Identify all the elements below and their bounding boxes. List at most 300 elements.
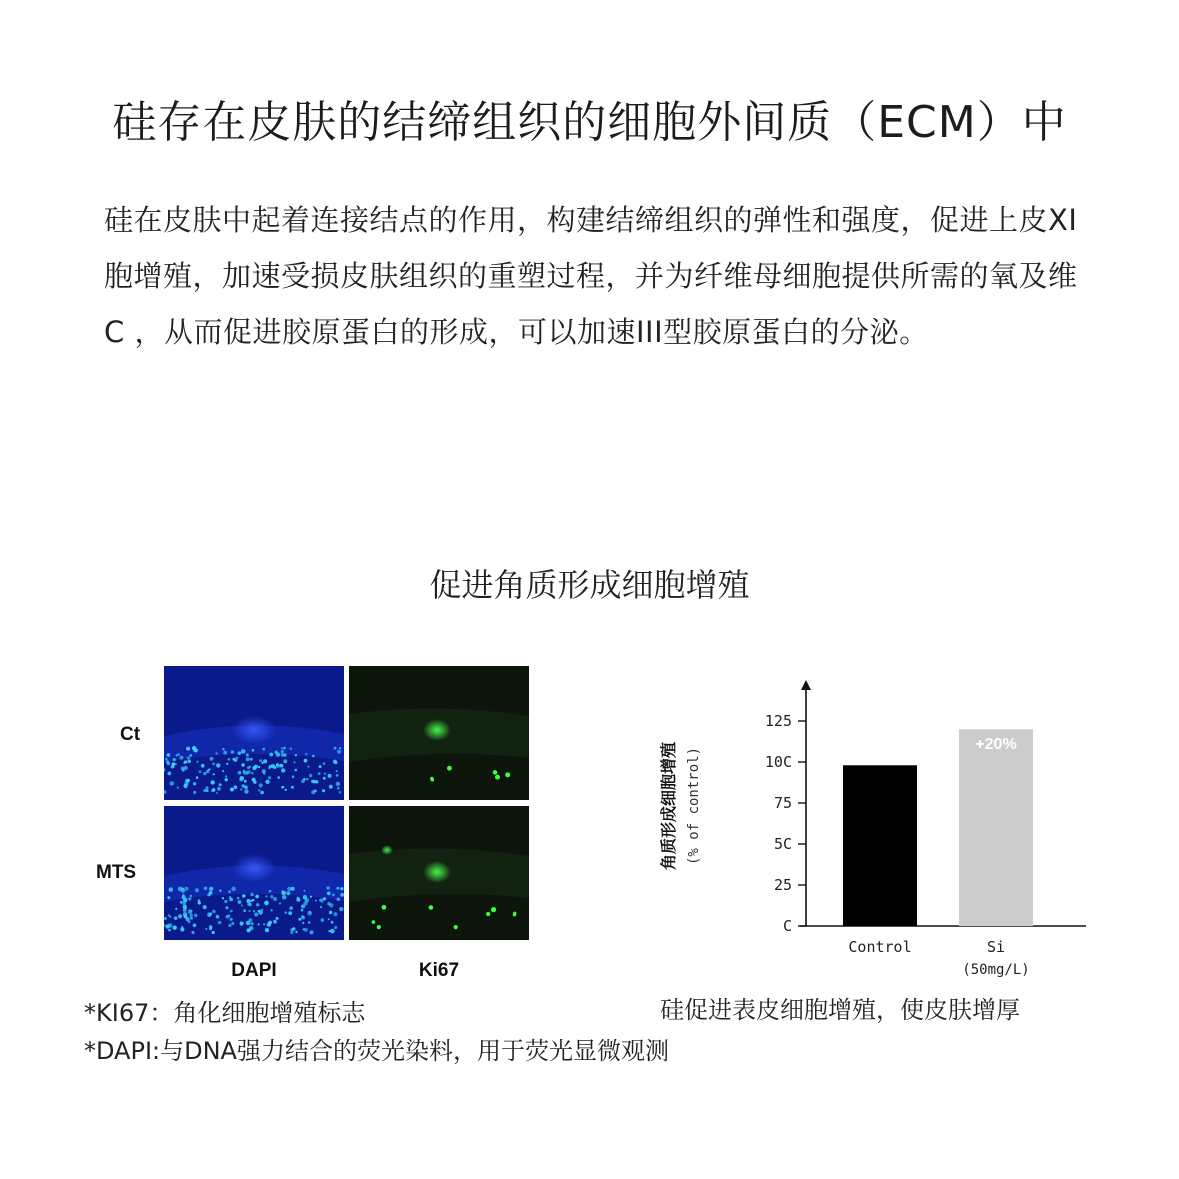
nucleus-dot bbox=[216, 792, 218, 794]
nucleus-dot bbox=[319, 899, 322, 902]
ki67-dot bbox=[372, 920, 376, 924]
nucleus-dot bbox=[303, 890, 305, 892]
nucleus-dot bbox=[262, 748, 265, 751]
nucleus-dot bbox=[258, 766, 260, 768]
nucleus-dot bbox=[187, 757, 190, 760]
footnote-ki67: *KI67：角化细胞增殖标志 bbox=[84, 999, 366, 1027]
nucleus-dot bbox=[310, 896, 312, 898]
nucleus-dot bbox=[253, 780, 257, 784]
nucleus-dot bbox=[231, 922, 234, 925]
nucleus-dot bbox=[225, 778, 228, 781]
nucleus-dot bbox=[285, 911, 288, 914]
nucleus-dot bbox=[283, 759, 287, 763]
nucleus-dot bbox=[334, 747, 337, 750]
nucleus-dot bbox=[165, 924, 169, 928]
nucleus-dot bbox=[247, 770, 251, 774]
ki67-signal bbox=[423, 719, 451, 741]
nucleus-dot bbox=[238, 900, 242, 904]
nucleus-dot bbox=[212, 931, 215, 934]
y-axis-arrow bbox=[801, 680, 811, 690]
nucleus-dot bbox=[330, 929, 335, 934]
nucleus-dot bbox=[332, 893, 335, 896]
y-axis-sublabel: (% of control) bbox=[686, 746, 702, 866]
nucleus-dot bbox=[301, 916, 305, 920]
nucleus-dot bbox=[268, 767, 270, 769]
nucleus-dot bbox=[241, 763, 244, 766]
nucleus-dot bbox=[250, 893, 254, 897]
proliferation-bar-chart bbox=[640, 660, 1100, 990]
nucleus-dot bbox=[183, 784, 187, 788]
nucleus-dot bbox=[203, 789, 206, 792]
nucleus-dot bbox=[205, 928, 207, 930]
nucleus-dot bbox=[196, 776, 199, 779]
nucleus-dot bbox=[273, 920, 277, 924]
nucleus-dot bbox=[244, 789, 248, 793]
nucleus-dot bbox=[319, 765, 322, 768]
nucleus-dot bbox=[321, 918, 325, 922]
nucleus-dot bbox=[224, 900, 227, 903]
footnotes bbox=[84, 994, 669, 1070]
nucleus-dot bbox=[273, 897, 277, 901]
nucleus-dot bbox=[216, 763, 220, 767]
nucleus-dot bbox=[295, 931, 297, 933]
intro-paragraph: 硅在皮肤中起着连接结点的作用，构建结缔组织的弹性和强度，促进上皮XI胞增殖，加速受损皮肤组织的重塑过程，并为纤维母细胞提供所需的氧及维C ，从而促进胶原蛋白的形成，可以加速III型胶原蛋白的分泌。 bbox=[104, 203, 1078, 349]
nucleus-dot bbox=[184, 887, 188, 891]
nucleus-dot bbox=[208, 769, 210, 771]
nucleus-dot bbox=[209, 891, 213, 895]
nucleus-dot bbox=[328, 774, 332, 778]
nucleus-dot bbox=[258, 910, 261, 913]
nucleus-dot bbox=[199, 770, 202, 773]
nucleus-dot bbox=[295, 769, 298, 772]
micrograph-panel-ct-dapi bbox=[164, 666, 344, 800]
nucleus-dot bbox=[242, 894, 245, 897]
y-tick-label: 75 bbox=[773, 794, 792, 812]
nucleus-dot bbox=[190, 895, 192, 897]
y-tick-label: 5C bbox=[773, 835, 792, 853]
nucleus-dot bbox=[282, 895, 287, 900]
nucleus-dot bbox=[234, 758, 238, 762]
nucleus-dot bbox=[292, 776, 295, 779]
nucleus-dot bbox=[331, 921, 334, 924]
nucleus-dot bbox=[217, 787, 221, 791]
nucleus-dot bbox=[339, 907, 343, 911]
nucleus-dot bbox=[231, 750, 234, 753]
nucleus-dot bbox=[225, 775, 227, 777]
nucleus-dot bbox=[181, 766, 185, 770]
nucleus-dot bbox=[247, 903, 250, 906]
nucleus-dot bbox=[336, 770, 338, 772]
footnote-dapi: *DAPI:与DNA强力结合的荧光染料，用于荧光显微观测 bbox=[84, 1037, 669, 1065]
nucleus-dot bbox=[329, 911, 332, 914]
x-tick-sublabel: (50mg/L) bbox=[962, 962, 1030, 978]
nucleus-dot bbox=[260, 791, 264, 795]
nucleus-dot bbox=[203, 772, 207, 776]
nucleus-dot bbox=[228, 924, 231, 927]
nucleus-dot bbox=[167, 762, 171, 766]
nucleus-dot bbox=[237, 897, 240, 900]
y-tick-label: 10C bbox=[764, 753, 792, 771]
nucleus-dot bbox=[253, 910, 255, 912]
nucleus-dot bbox=[324, 773, 326, 775]
micrograph-panel-mts-ki67 bbox=[349, 806, 529, 940]
nucleus-dot bbox=[334, 926, 337, 929]
nucleus-dot bbox=[241, 749, 246, 754]
y-tick-label: 25 bbox=[773, 876, 792, 894]
nucleus-dot bbox=[250, 758, 253, 761]
nucleus-dot bbox=[188, 909, 193, 914]
nucleus-dot bbox=[320, 906, 322, 908]
nucleus-dot bbox=[312, 755, 315, 758]
nucleus-dot bbox=[337, 750, 341, 754]
nucleus-dot bbox=[308, 921, 311, 924]
nucleus-dot bbox=[174, 916, 178, 920]
nucleus-dot bbox=[251, 772, 253, 774]
nucleus-dot bbox=[322, 898, 325, 901]
nucleus-dot bbox=[243, 785, 246, 788]
nucleus-dot bbox=[240, 788, 242, 790]
nucleus-dot bbox=[186, 779, 190, 783]
nucleus-dot bbox=[290, 931, 293, 934]
nucleus-dot bbox=[194, 914, 198, 918]
nucleus-dot bbox=[191, 931, 194, 934]
nucleus-dot bbox=[265, 895, 267, 897]
nucleus-dot bbox=[276, 752, 280, 756]
nucleus-dot bbox=[248, 910, 250, 912]
ki67-dot bbox=[495, 775, 500, 780]
bar-annotation: +20% bbox=[975, 736, 1017, 754]
nucleus-dot bbox=[281, 786, 284, 789]
nucleus-dot bbox=[197, 761, 199, 763]
nucleus-dot bbox=[291, 786, 294, 789]
nucleus-dot bbox=[254, 913, 258, 917]
nucleus-dot bbox=[290, 748, 292, 750]
nucleus-dot bbox=[329, 903, 333, 907]
nucleus-dot bbox=[303, 895, 308, 900]
nucleus-dot bbox=[247, 766, 250, 769]
nucleus-dot bbox=[184, 760, 187, 763]
nucleus-dot bbox=[219, 783, 222, 786]
nucleus-dot bbox=[289, 906, 293, 910]
nucleus-dot bbox=[249, 926, 254, 931]
nucleus-dot bbox=[238, 751, 242, 755]
chart-caption: 硅促进表皮细胞增殖，使皮肤增厚 bbox=[660, 996, 1020, 1024]
nucleus-dot bbox=[244, 780, 247, 783]
nucleus-dot bbox=[169, 916, 171, 918]
nucleus-dot bbox=[339, 791, 342, 794]
nucleus-dot bbox=[211, 780, 215, 784]
nucleus-dot bbox=[234, 785, 238, 789]
nucleus-dot bbox=[288, 911, 292, 915]
page-heading: 硅存在皮肤的结缔组织的细胞外间质（ECM）中 bbox=[112, 97, 1067, 148]
nucleus-dot bbox=[165, 758, 167, 760]
micrograph-panel-mts-dapi bbox=[164, 806, 344, 940]
nucleus-dot bbox=[193, 782, 196, 785]
nucleus-dot bbox=[239, 778, 243, 782]
nucleus-dot bbox=[167, 753, 171, 757]
ki67-dot bbox=[382, 905, 387, 910]
nucleus-dot bbox=[248, 918, 252, 922]
nucleus-dot bbox=[203, 905, 207, 909]
nucleus-dot bbox=[178, 914, 182, 918]
nucleus-dot bbox=[168, 929, 171, 932]
nucleus-dot bbox=[178, 753, 180, 755]
y-axis-label: 角质形成细胞增殖 bbox=[659, 741, 678, 871]
nucleus-dot bbox=[177, 787, 179, 789]
nucleus-dot bbox=[243, 772, 245, 774]
nucleus-dot bbox=[328, 918, 330, 920]
nucleus-dot bbox=[318, 772, 321, 775]
nucleus-dot bbox=[271, 909, 273, 911]
ki67-dot bbox=[431, 778, 435, 782]
nucleus-dot bbox=[251, 922, 254, 925]
nucleus-dot bbox=[209, 887, 213, 891]
nucleus-dot bbox=[273, 766, 276, 769]
ki67-dot bbox=[505, 772, 510, 777]
micrograph-panel-ct-ki67 bbox=[349, 666, 529, 800]
nucleus-dot bbox=[303, 928, 305, 930]
ki67-dot bbox=[493, 770, 498, 775]
nucleus-dot bbox=[254, 765, 258, 769]
nucleus-dot bbox=[246, 753, 249, 756]
nucleus-dot bbox=[225, 906, 228, 909]
nucleus-dot bbox=[179, 756, 183, 760]
nucleus-dot bbox=[183, 905, 187, 909]
col-label-ki67: Ki67 bbox=[418, 960, 460, 981]
bar-si bbox=[959, 729, 1033, 926]
nucleus-dot bbox=[281, 891, 286, 896]
nucleus-dot bbox=[329, 785, 333, 789]
nucleus-dot bbox=[230, 898, 233, 901]
nucleus-dot bbox=[210, 757, 214, 761]
nucleus-dot bbox=[218, 921, 222, 925]
ki67-dot bbox=[486, 912, 490, 916]
nucleus-dot bbox=[340, 887, 343, 890]
ki67-signal bbox=[381, 845, 393, 855]
nucleus-dot bbox=[173, 758, 176, 761]
nucleus-dot bbox=[201, 764, 205, 768]
nucleus-dot bbox=[213, 773, 215, 775]
nucleus-dot bbox=[216, 752, 218, 754]
nucleus-dot bbox=[193, 924, 197, 928]
nucleus-dot bbox=[190, 917, 193, 920]
nucleus-dot bbox=[251, 900, 253, 902]
nucleus-dot bbox=[193, 791, 196, 794]
nucleus-dot bbox=[226, 763, 228, 765]
ki67-dot bbox=[447, 766, 452, 771]
nucleus-dot bbox=[178, 887, 183, 892]
nucleus-dot bbox=[206, 789, 209, 792]
nucleus-dot bbox=[204, 887, 208, 891]
nucleus-dot bbox=[295, 754, 297, 756]
nucleus-dot bbox=[309, 774, 312, 777]
nucleus-dot bbox=[276, 917, 279, 920]
nucleus-dot bbox=[269, 890, 272, 893]
nucleus-dot bbox=[222, 748, 224, 750]
nucleus-dot bbox=[192, 746, 196, 750]
row-label-mts: MTS bbox=[96, 862, 137, 883]
row-label-ct: Ct bbox=[120, 724, 141, 745]
nucleus-dot bbox=[281, 750, 284, 753]
nucleus-dot bbox=[277, 776, 280, 779]
bright-nucleus bbox=[232, 716, 276, 744]
nucleus-dot bbox=[195, 888, 199, 892]
nucleus-dot bbox=[172, 762, 175, 765]
nucleus-dot bbox=[269, 753, 273, 757]
nucleus-dot bbox=[333, 912, 337, 916]
nucleus-dot bbox=[333, 760, 337, 764]
nucleus-dot bbox=[301, 909, 304, 912]
nucleus-dot bbox=[175, 908, 177, 910]
nucleus-dot bbox=[309, 911, 311, 913]
nucleus-dot bbox=[167, 772, 171, 776]
nucleus-dot bbox=[314, 789, 317, 792]
nucleus-dot bbox=[276, 764, 280, 768]
nucleus-dot bbox=[259, 759, 262, 762]
nucleus-dot bbox=[294, 761, 296, 763]
nucleus-dot bbox=[170, 781, 175, 786]
nucleus-dot bbox=[340, 893, 344, 897]
nucleus-dot bbox=[285, 789, 287, 791]
ki67-dot bbox=[491, 907, 496, 912]
nucleus-dot bbox=[281, 747, 283, 749]
nucleus-dot bbox=[169, 887, 174, 892]
nucleus-dot bbox=[209, 927, 212, 930]
nucleus-dot bbox=[265, 928, 269, 932]
nucleus-dot bbox=[246, 757, 250, 761]
nucleus-dot bbox=[172, 925, 177, 930]
nucleus-dot bbox=[305, 753, 307, 755]
nucleus-dot bbox=[164, 917, 167, 920]
nucleus-dot bbox=[264, 901, 269, 906]
nucleus-dot bbox=[187, 760, 191, 764]
nucleus-dot bbox=[301, 779, 305, 783]
nucleus-dot bbox=[310, 930, 314, 934]
nucleus-dot bbox=[312, 780, 316, 784]
nucleus-dot bbox=[281, 753, 285, 757]
nucleus-dot bbox=[212, 910, 216, 914]
col-label-dapi: DAPI bbox=[231, 960, 277, 981]
nucleus-dot bbox=[258, 789, 260, 791]
ki67-dot bbox=[454, 925, 458, 929]
nucleus-dot bbox=[176, 754, 178, 756]
bar-control bbox=[843, 765, 917, 926]
nucleus-dot bbox=[337, 787, 340, 790]
nucleus-dot bbox=[336, 887, 339, 890]
nucleus-dot bbox=[339, 747, 341, 749]
nucleus-dot bbox=[297, 897, 299, 899]
nucleus-dot bbox=[228, 758, 231, 761]
micrograph-figure bbox=[90, 660, 540, 990]
nucleus-dot bbox=[255, 895, 259, 899]
nucleus-dot bbox=[323, 762, 326, 765]
y-tick-label: 125 bbox=[764, 712, 792, 730]
nucleus-dot bbox=[336, 782, 340, 786]
nucleus-dot bbox=[212, 763, 215, 766]
nucleus-dot bbox=[265, 780, 269, 784]
nucleus-dot bbox=[259, 783, 263, 787]
bright-nucleus bbox=[232, 854, 276, 882]
nucleus-dot bbox=[219, 890, 221, 892]
nucleus-dot bbox=[322, 789, 325, 792]
nucleus-dot bbox=[238, 771, 242, 775]
nucleus-dot bbox=[230, 918, 233, 921]
nucleus-dot bbox=[189, 913, 193, 917]
nucleus-dot bbox=[228, 890, 231, 893]
nucleus-dot bbox=[326, 886, 330, 890]
nucleus-dot bbox=[228, 915, 230, 917]
nucleus-dot bbox=[240, 921, 244, 925]
nucleus-dot bbox=[298, 918, 301, 921]
nucleus-dot bbox=[256, 903, 259, 906]
nucleus-dot bbox=[263, 759, 267, 763]
nucleus-dot bbox=[268, 776, 271, 779]
nucleus-dot bbox=[212, 788, 216, 792]
nucleus-dot bbox=[222, 897, 224, 899]
y-tick-label: C bbox=[782, 917, 792, 935]
nucleus-dot bbox=[241, 905, 243, 907]
nucleus-dot bbox=[336, 774, 339, 777]
nucleus-dot bbox=[258, 923, 260, 925]
ki67-dot bbox=[377, 925, 381, 929]
x-tick-label: Si bbox=[986, 938, 1006, 956]
section-subheading: 促进角质形成细胞增殖 bbox=[429, 566, 750, 604]
nucleus-dot bbox=[286, 891, 290, 895]
nucleus-dot bbox=[323, 777, 326, 780]
nucleus-dot bbox=[252, 749, 255, 752]
ki67-dot bbox=[429, 905, 434, 910]
nucleus-dot bbox=[180, 927, 184, 931]
nucleus-dot bbox=[189, 754, 192, 757]
nucleus-dot bbox=[186, 917, 190, 921]
nucleus-dot bbox=[262, 769, 266, 773]
nucleus-dot bbox=[279, 902, 281, 904]
nucleus-dot bbox=[167, 896, 170, 899]
nucleus-dot bbox=[270, 895, 273, 898]
ki67-signal bbox=[423, 861, 451, 883]
nucleus-dot bbox=[222, 770, 224, 772]
x-tick-label: Control bbox=[848, 938, 912, 956]
nucleus-dot bbox=[304, 759, 308, 763]
nucleus-dot bbox=[246, 899, 250, 903]
nucleus-dot bbox=[231, 887, 236, 892]
nucleus-dot bbox=[315, 900, 317, 902]
nucleus-dot bbox=[188, 897, 191, 900]
nucleus-dot bbox=[307, 765, 309, 767]
nucleus-dot bbox=[230, 788, 234, 792]
nucleus-dot bbox=[198, 899, 200, 901]
nucleus-dot bbox=[216, 915, 220, 919]
nucleus-dot bbox=[205, 786, 208, 789]
nucleus-dot bbox=[303, 901, 307, 905]
nucleus-dot bbox=[337, 897, 341, 901]
ki67-dot bbox=[513, 913, 516, 916]
nucleus-dot bbox=[230, 910, 233, 913]
nucleus-dot bbox=[327, 891, 331, 895]
nucleus-dot bbox=[209, 913, 212, 916]
nucleus-dot bbox=[263, 923, 265, 925]
nucleus-dot bbox=[223, 751, 227, 755]
nucleus-dot bbox=[302, 922, 304, 924]
nucleus-dot bbox=[306, 778, 308, 780]
nucleus-dot bbox=[283, 747, 286, 750]
nucleus-dot bbox=[268, 921, 272, 925]
nucleus-dot bbox=[281, 768, 285, 772]
nucleus-dot bbox=[186, 747, 190, 751]
nucleus-dot bbox=[243, 909, 246, 912]
nucleus-dot bbox=[180, 901, 183, 904]
nucleus-dot bbox=[291, 887, 295, 891]
